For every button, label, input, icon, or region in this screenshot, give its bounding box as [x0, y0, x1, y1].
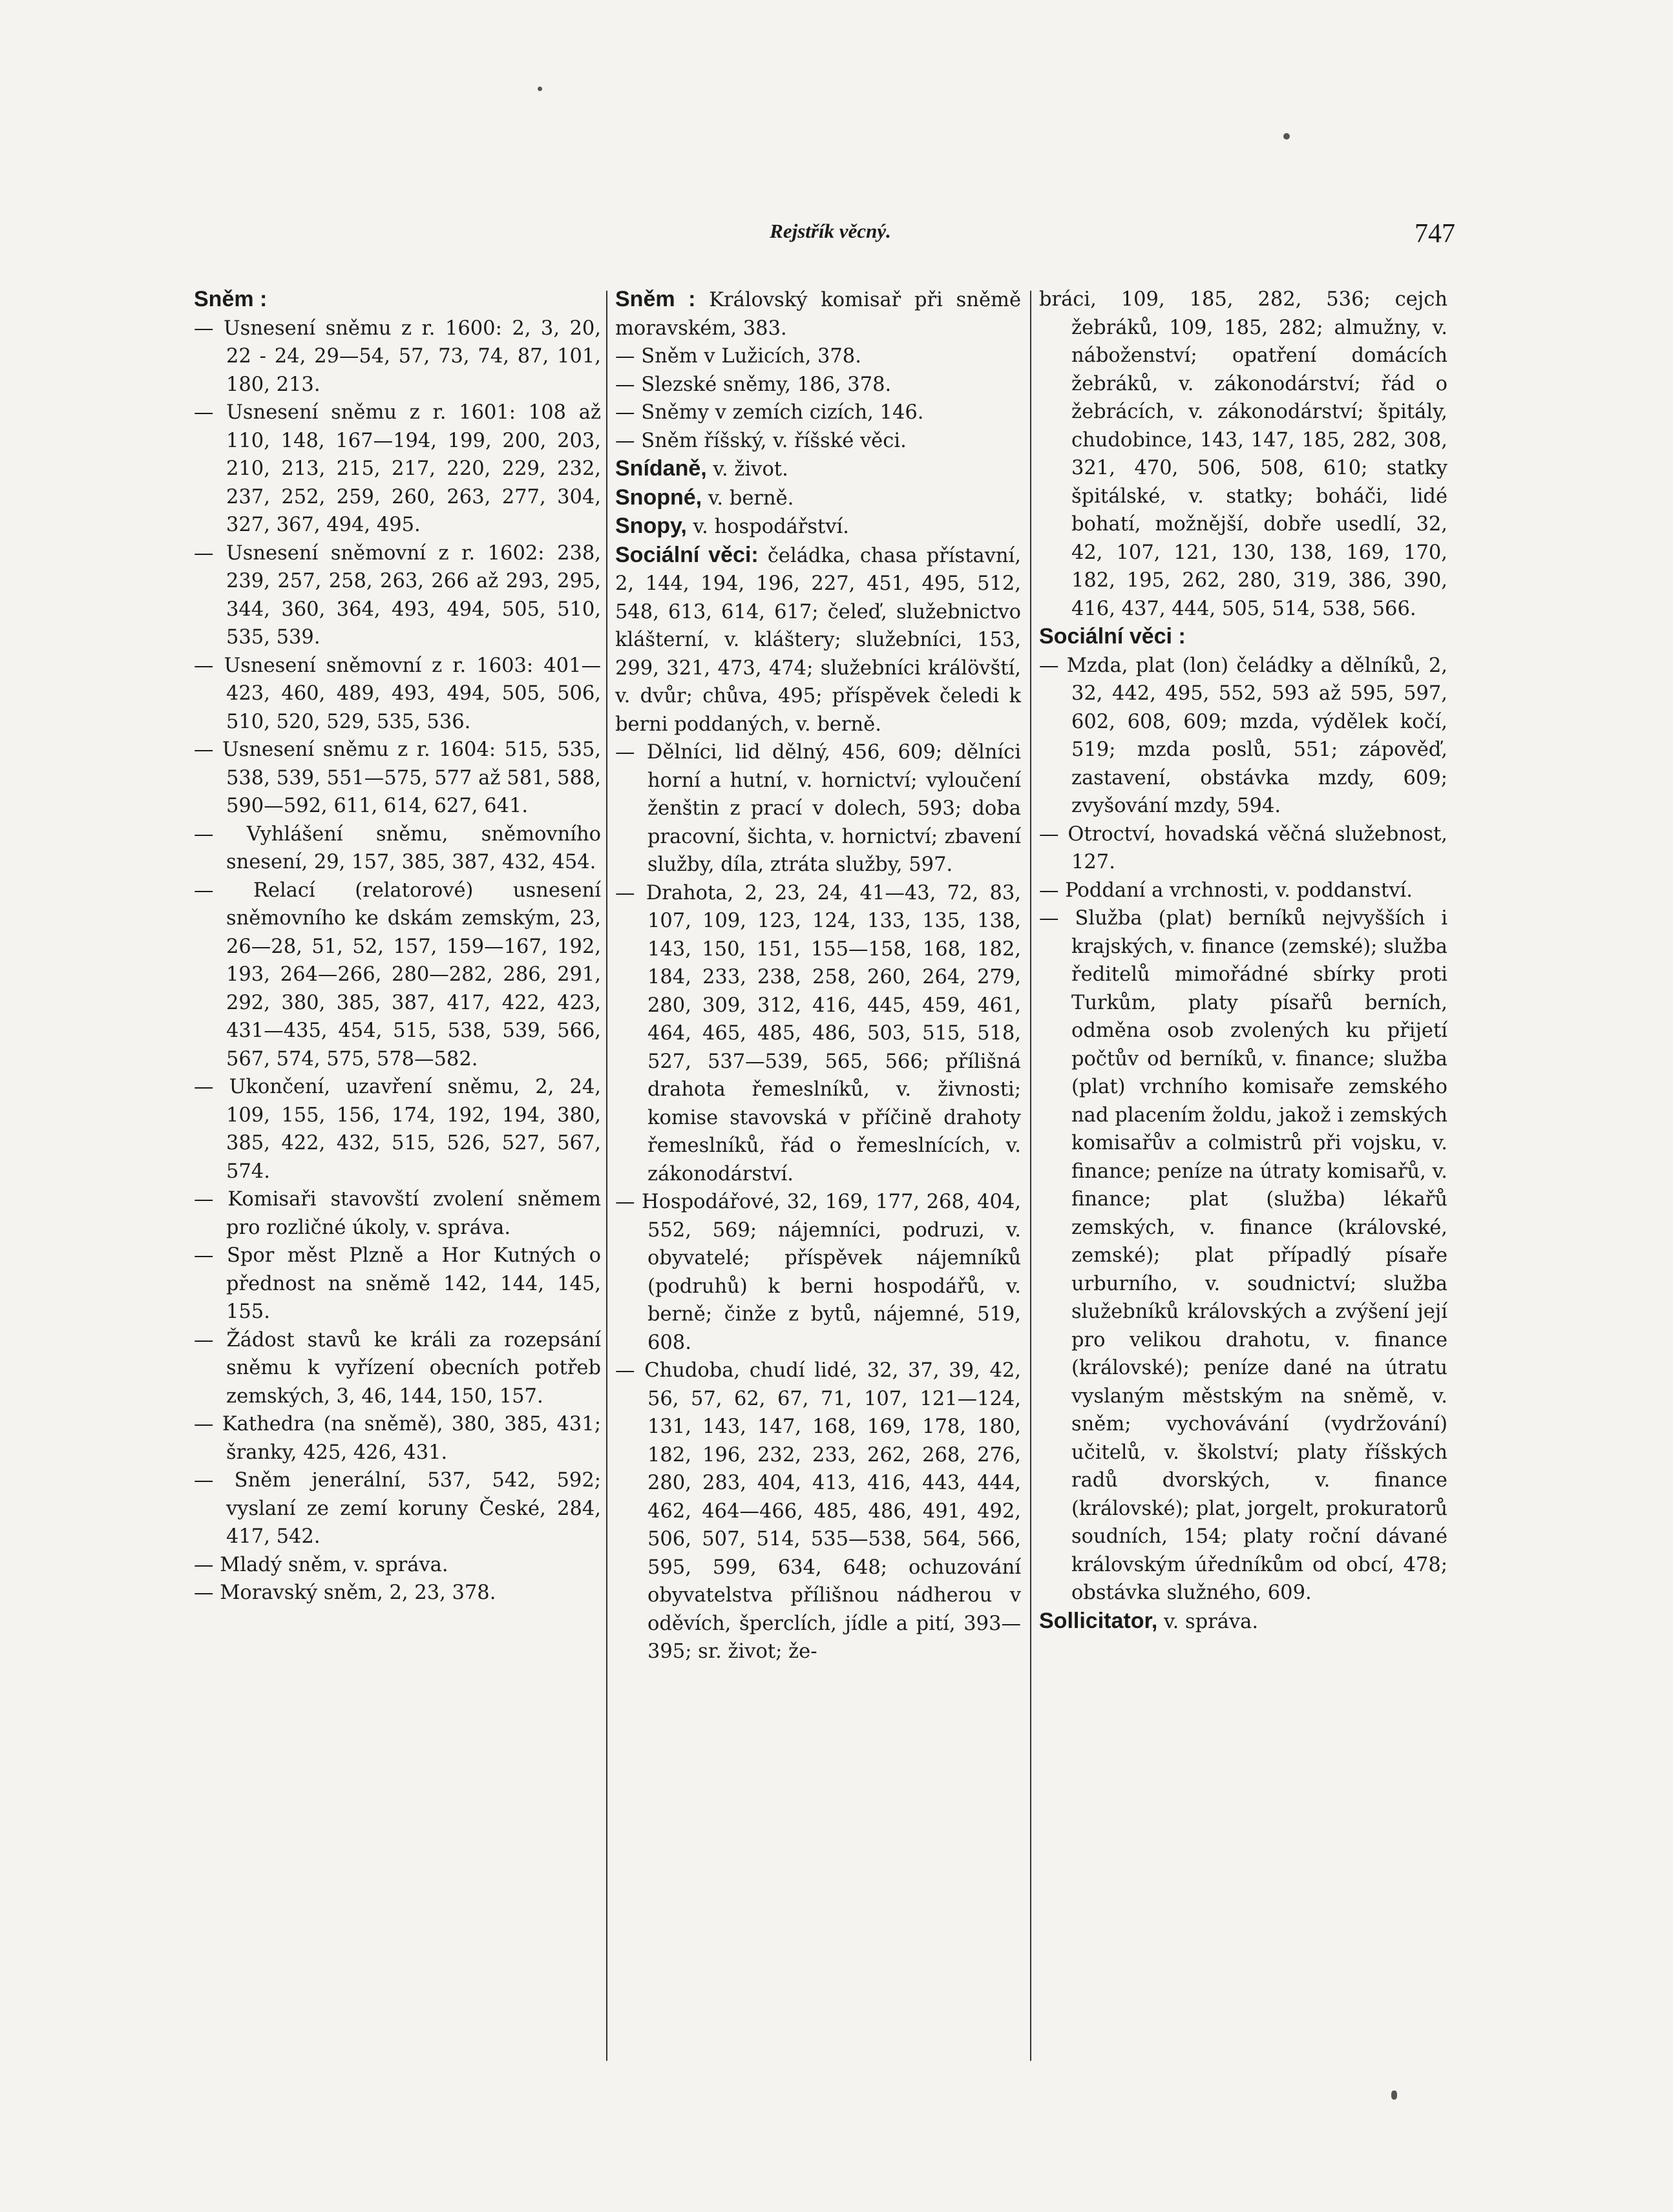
index-entry [194, 1579, 601, 1607]
entry-text: v. správa. [1163, 1610, 1259, 1633]
index-entry [1039, 904, 1447, 1607]
entry-text: v. hospodářství. [693, 516, 849, 538]
index-entry [615, 512, 1021, 541]
index-entry [1039, 877, 1447, 905]
entry-text: — Sněm říšský, v. říšské věci. [615, 429, 907, 452]
entry-text: v. život. [713, 458, 788, 481]
index-entry [194, 539, 601, 652]
column-rule-left [606, 291, 607, 2061]
entry-text: Královský komisař při sněmě moravském, 383. [615, 289, 1021, 340]
running-title: Rejstřík věcný. [770, 220, 891, 242]
entry-text: — Sněmy v zemích cizích, 146. [615, 401, 924, 424]
right-column [1039, 286, 1447, 1636]
entry-heading: Sociální věci : [1039, 624, 1186, 649]
index-entry [194, 286, 601, 315]
index-entry [194, 736, 601, 820]
entry-text: — Drahota, 2, 23, 24, 41—43, 72, 83, 107, 109, 123, 124, 133, 135, 138, 143, 150, 151, 155—158, 168, 182, 184, 233, 238, 258, 260, 264, 279, 280, 309, 312, 416, 445, 459, 461, 464, 465, 485, 486, 503, 515, 518, 527, 537—539, 565, 566; přílišná drahota řemeslníků, v. živnosti; komise stavovská v příčině drahoty řemeslníků, řád o řemeslnících, v. zákonodárství. [615, 881, 1021, 1185]
index-entry [1039, 1607, 1447, 1636]
entry-text: — Usnesení sněmu z r. 1600: 2, 3, 20, 22 - 24, 29—54, 57, 73, 74, 87, 101, 180, 213. [194, 317, 601, 396]
index-entry [194, 1242, 601, 1326]
index-entry [194, 820, 601, 877]
entry-heading: Snopné, [615, 485, 702, 510]
index-entry [194, 1073, 601, 1185]
index-entry [615, 738, 1021, 879]
scan-speck-top [538, 87, 542, 91]
entry-text: — Usnesení sněmu z r. 1604: 515, 535, 538, 539, 551—575, 577 až 581, 588, 590—592, 611, 614, 627, 641. [194, 738, 601, 817]
index-entry [1039, 623, 1447, 652]
entry-text: — Spor měst Plzně a Hor Kutných o přednost na sněmě 142, 144, 145, 155. [194, 1244, 601, 1323]
entry-text: — Žádost stavů ke králi za rozepsání sněmu k vyřízení obecních potřeb zemských, 3, 46, 144, 150, 157. [194, 1328, 601, 1408]
index-entry [194, 652, 601, 736]
entry-text: — Vyhlášení sněmu, sněmovního snesení, 29, 157, 385, 387, 432, 454. [194, 822, 601, 873]
scan-speck-top-right [1283, 133, 1290, 140]
entry-heading: Sociální věci: [615, 542, 759, 567]
entry-text: — Usnesení sněmovní z r. 1603: 401—423, 460, 489, 493, 494, 505, 506, 510, 520, 529, 535, 536. [194, 654, 601, 733]
index-entry [194, 1551, 601, 1580]
index-entry [615, 342, 1021, 371]
entry-heading: Snopy, [615, 514, 687, 538]
index-entry [615, 399, 1021, 427]
entry-heading: Snídaně, [615, 456, 707, 481]
index-entry [194, 315, 601, 399]
entry-text: — Služba (plat) berníků nejvyšších i krajských, v. finance (zemské); služba ředitelů mimořádné sbírky proti Turkům, platy písařů berních, odměna osob zvolených ku přijetí počtův od berníků, v. finance; služba (plat) vrchního komisaře zemského nad placením žoldu, jakož i zemských komisařův a colmistrů při vojsku, v. finance; peníze na útraty komisařů, v. finance; plat (služba) lékařů zemských, v. finance (královské, zemské); plat případlý písaře urburního, v. soudnictví; služba služebníků královských a zvýšení její pro velikou drahotu, v. finance (královské); peníze dané na útratu vyslaným městským na sněmě, v. sněm; vychovávání (vydržování) učitelů, v. školství; platy říšských radů dvorských, v. finance (královské); plat, jorgelt, prokuratorů soudních, 154; platy roční dávané královským úředníkům od obcí, 478; obstávka služného, 609. [1039, 907, 1447, 1604]
index-entry [194, 1326, 601, 1411]
entry-text: — Kathedra (na sněmě), 380, 385, 431; šranky, 425, 426, 431. [194, 1413, 601, 1464]
index-entry [615, 427, 1021, 455]
entry-heading: Sněm : [615, 287, 696, 311]
index-entry [194, 399, 601, 539]
entry-text: — Chudoba, chudí lidé, 32, 37, 39, 42, 56, 57, 62, 67, 71, 107, 121—124, 131, 143, 147, 168, 169, 178, 180, 182, 196, 232, 233, 262, 268, 276, 280, 283, 404, 413, 416, 443, 444, 462, 464—466, 485, 486, 491, 492, 506, 507, 514, 535—538, 564, 566, 595, 599, 634, 648; ochuzování obyvatelstva přílišnou nádherou v oděvích, šperclích, jídle a pití, 393—395; sr. život; že- [615, 1359, 1021, 1663]
index-entry [1039, 286, 1447, 623]
index-entry [615, 455, 1021, 484]
entry-text: — Dělníci, lid dělný, 456, 609; dělníci horní a hutní, v. hornictví; vyloučení ženštin z prací v dolech, 593; doba pracovní, šichta, v. hornictví; zbavení služby, díla, ztráta služby, 597. [615, 741, 1021, 876]
index-entry [194, 1185, 601, 1242]
entry-text: — Poddaní a vrchnosti, v. poddanství. [1039, 879, 1413, 902]
column-rule-right [1030, 291, 1031, 2061]
entry-heading: Sněm : [194, 287, 268, 311]
entry-text: — Ukončení, uzavření sněmu, 2, 24, 109, 155, 156, 174, 192, 194, 380, 385, 422, 432, 515, 526, 527, 567, 574. [194, 1076, 601, 1183]
scan-speck-bottom-right [1391, 2091, 1397, 2100]
middle-column [615, 286, 1021, 1666]
index-entry [194, 1466, 601, 1551]
entry-heading: Sollicitator, [1039, 1608, 1158, 1633]
entry-text: bráci, 109, 185, 282, 536; cejch žebráků, 109, 185, 282; almužny, v. náboženství; opatření domácích žebráků, v. zákonodárství; řád o žebrácích, v. zákonodárství; špitály, chudobince, 143, 147, 185, 282, 308, 321, 470, 506, 508, 610; statky špitálské, v. statky; boháči, lidé bohatí, možnější, dobře usedlí, 32, 42, 107, 121, 130, 138, 169, 170, 182, 195, 262, 280, 319, 386, 390, 416, 437, 444, 505, 514, 538, 566. [1039, 288, 1447, 620]
entry-text: v. berně. [708, 486, 794, 510]
page-number: 747 [1415, 219, 1455, 249]
left-column [194, 286, 601, 1607]
index-entry [615, 371, 1021, 399]
index-entry [194, 877, 601, 1074]
index-entry [615, 541, 1021, 739]
entry-text: — Relací (relatorové) usnesení sněmovního ke dskám zemským, 23, 26—28, 51, 52, 157, 159—167, 192, 193, 264—266, 280—282, 286, 291, 292, 380, 385, 387, 417, 422, 423, 431—435, 454, 515, 538, 539, 566, 567, 574, 575, 578—582. [194, 879, 601, 1070]
entry-text: — Komisaři stavovští zvolení sněmem pro rozličné úkoly, v. správa. [194, 1188, 601, 1239]
entry-text: — Usnesení sněmu z r. 1601: 108 až 110, 148, 167—194, 199, 200, 203, 210, 213, 215, 217, 220, 229, 232, 237, 252, 259, 260, 263, 277, 304, 327, 367, 494, 495. [194, 401, 601, 536]
entry-text: — Otroctví, hovadská věčná služebnost, 127. [1039, 822, 1447, 873]
entry-text: — Mladý sněm, v. správa. [194, 1553, 448, 1576]
index-entry [615, 484, 1021, 513]
entry-text: čeládka, chasa přístavní, 2, 144, 194, 196, 227, 451, 495, 512, 548, 613, 614, 617; čeleď, služebnictvo klášterní, v. kláštery; služebníci, 153, 299, 321, 473, 474; služebníci králövští, v. dvůr; chůva, 495; příspěvek čeledi k berni poddaných, v. berně. [615, 544, 1021, 736]
entry-text: — Usnesení sněmovní z r. 1602: 238, 239, 257, 258, 263, 266 až 293, 295, 344, 360, 364, 493, 494, 505, 510, 535, 539. [194, 541, 601, 649]
entry-text: — Moravský sněm, 2, 23, 378. [194, 1581, 496, 1604]
entry-text: — Sněm jenerální, 537, 542, 592; vyslaní ze zemí koruny České, 284, 417, 542. [194, 1469, 601, 1548]
entry-text: — Sněm v Lužicích, 378. [615, 345, 861, 368]
index-entry [1039, 820, 1447, 877]
index-entry [615, 879, 1021, 1189]
index-entry [615, 1188, 1021, 1357]
entry-text: — Mzda, plat (lon) čeládky a dělníků, 2, 32, 442, 495, 552, 593 až 595, 597, 602, 608, 609; mzda, výdělek kočí, 519; mzda poslů, 551; zápověď, zastavení, obstávka mzdy, 609; zvyšování mzdy, 594. [1039, 654, 1447, 817]
entry-text: — Slezské sněmy, 186, 378. [615, 373, 892, 396]
index-entry [615, 286, 1021, 342]
entry-text: — Hospodářové, 32, 169, 177, 268, 404, 552, 569; nájemníci, podruzi, v. obyvatelé; příspěvek nájemníků (podruhů) k berni hospodářů, v. berně; činže z bytů, nájemné, 519, 608. [615, 1191, 1021, 1354]
index-entry [194, 1410, 601, 1466]
index-entry [615, 1357, 1021, 1666]
index-entry [1039, 652, 1447, 820]
